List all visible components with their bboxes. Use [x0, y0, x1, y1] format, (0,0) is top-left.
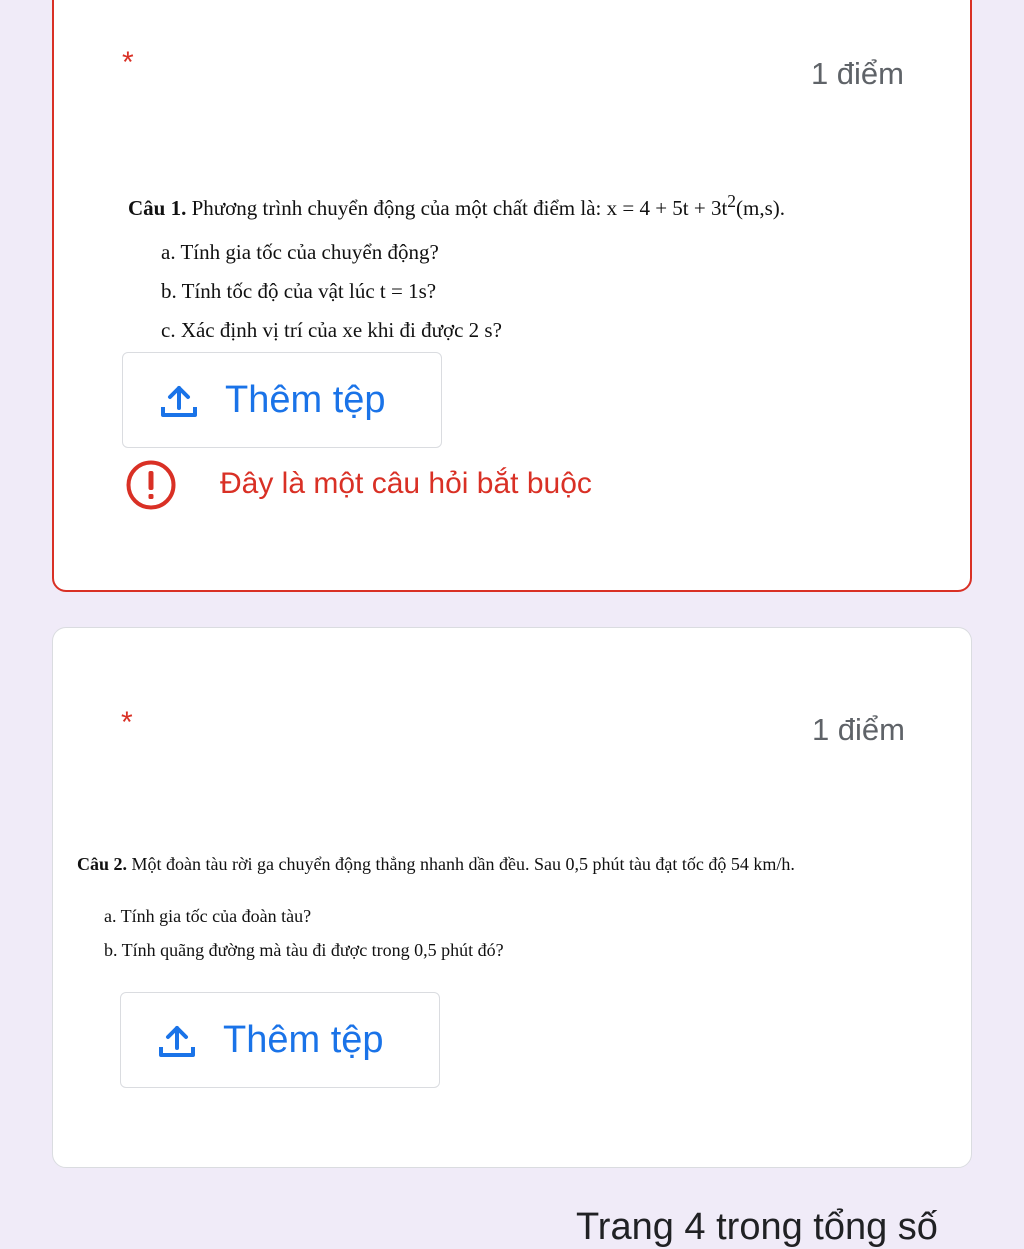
- question-card-1: [52, 0, 972, 592]
- question-text: [77, 853, 857, 959]
- add-file-label: Thêm tệp: [223, 1019, 384, 1061]
- add-file-button[interactable]: [122, 352, 442, 448]
- question-part-c: c. Xác định vị trí của xe khi đi được 2 s?: [161, 318, 502, 342]
- add-file-button[interactable]: [120, 992, 440, 1088]
- question-part-b: b. Tính quãng đường mà tàu đi được trong 0,5 phút đó?: [104, 940, 504, 960]
- question-stem: Câu 1. Phương trình chuyển động của một chất điểm là: $x = 4 + 5t + 3t^2(m,s)$.: [128, 191, 786, 220]
- add-file-label: Thêm tệp: [225, 379, 386, 421]
- question-number: Câu 2.: [77, 854, 128, 874]
- question-stem: Câu 2. Một đoàn tàu rời ga chuyển động thẳng nhanh dần đều. Sau 0,5 phút tàu đạt tốc độ 54 km/h.: [77, 854, 795, 874]
- question-part-a: a. Tính gia tốc của đoàn tàu?: [104, 906, 312, 926]
- upload-icon: [159, 1024, 195, 1058]
- question-part-b: b. Tính tốc độ của vật lúc t = 1s?: [161, 279, 437, 303]
- error-icon: [126, 460, 176, 510]
- error-message: Đây là một câu hỏi bắt buộc: [220, 467, 592, 500]
- question-part-a: a. Tính gia tốc của chuyển động?: [161, 240, 439, 264]
- required-asterisk: *: [122, 46, 134, 79]
- required-asterisk: *: [121, 706, 133, 739]
- page-indicator: Trang 4 trong tổng số: [576, 1206, 938, 1248]
- question-number: Câu 1.: [128, 196, 187, 220]
- upload-icon: [161, 384, 197, 418]
- points-label: 1 điểm: [811, 712, 905, 747]
- question-text: [128, 186, 785, 340]
- points-label: 1 điểm: [810, 56, 904, 91]
